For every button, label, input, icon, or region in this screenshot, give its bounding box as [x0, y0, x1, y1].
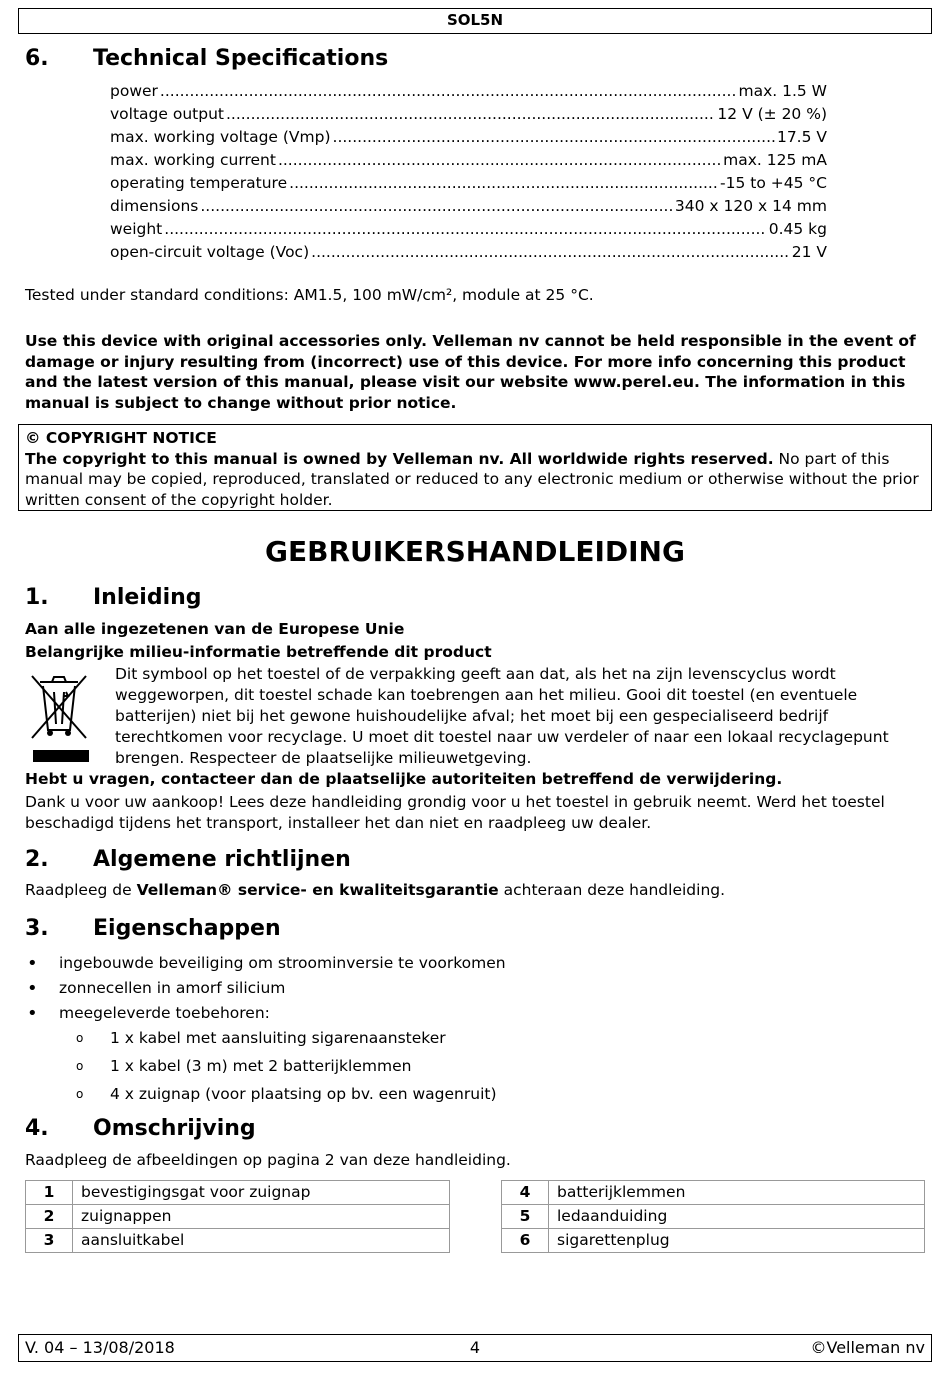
model-name: SOL5N	[446, 11, 504, 29]
spec-value: max. 125 mA	[723, 151, 827, 169]
disposal-questions: Hebt u vragen, contacteer dan de plaatselijke autoriteiten betreffend de verwijdering.	[25, 770, 783, 788]
spec-label: operating temperature	[110, 174, 288, 192]
spec-row	[110, 103, 827, 126]
spec-row	[110, 126, 827, 149]
weee-bin-icon	[26, 668, 92, 764]
page-header	[18, 8, 932, 34]
list-item: • meegeleverde toebehoren:	[25, 1001, 506, 1026]
part-name: aansluitkabel	[73, 1229, 450, 1253]
copyright-notice	[18, 424, 932, 511]
part-number: 4	[502, 1181, 549, 1205]
copyright-text: No part of this manual may be copied, reproduced, translated or reduced to any electronic medium or otherwise without the prior written consent of the copyright holder.	[25, 449, 919, 509]
section-title: Eigenschappen	[93, 916, 281, 941]
weee-text: Dit symbool op het toestel of de verpakking geeft aan dat, als het na zijn levenscyclus wordt weggeworpen, dit toestel schade kan toebrengen aan het milieu. Gooi dit toestel (en eventuele batterijen) niet bij het gewone huishoudelijke afval; het moet bij een gespecialiseerd bedrijf terechtkomen voor recyclage. U moet dit toestel naar uw verdeler of naar een lokaal recyclagepunt brengen. Respecteer de plaatselijke milieuwetgeving.	[115, 665, 889, 767]
part-name: zuignappen	[73, 1205, 450, 1229]
list-item: o 1 x kabel (3 m) met 2 batterijklemmen	[76, 1052, 497, 1080]
version-date: V. 04 – 13/08/2018	[25, 1338, 175, 1357]
spec-row	[110, 172, 827, 195]
spec-row	[110, 218, 827, 241]
spec-label: voltage output	[110, 105, 224, 123]
section-title: Inleiding	[93, 585, 202, 610]
spec-label: power	[110, 82, 158, 100]
spec-row	[110, 195, 827, 218]
spec-value: 340 x 120 x 14 mm	[674, 197, 827, 215]
parts-table-right	[501, 1180, 925, 1253]
list-item: • zonnecellen in amorf silicium	[25, 976, 506, 1001]
section-title: Omschrijving	[93, 1116, 256, 1141]
section-heading-specs	[25, 46, 388, 71]
guidelines-text	[25, 880, 930, 901]
section-number: 4.	[25, 1116, 49, 1141]
guidelines-post: achteraan deze handleiding.	[498, 881, 726, 899]
list-item: o 4 x zuignap (voor plaatsing op bv. een wagenruit)	[76, 1080, 497, 1108]
spec-list	[110, 80, 827, 264]
part-number: 2	[26, 1205, 73, 1229]
spec-value: 0.45 kg	[768, 220, 827, 238]
page-footer	[18, 1334, 932, 1362]
list-item: o 1 x kabel met aansluiting sigarenaansteker	[76, 1024, 497, 1052]
section-number: 3.	[25, 916, 49, 941]
feature-list	[25, 951, 506, 1026]
table-row	[502, 1229, 925, 1253]
section-heading-description	[25, 1116, 256, 1141]
spec-label: max. working current	[110, 151, 276, 169]
spec-value: 12 V (± 20 %)	[717, 105, 827, 123]
description-intro: Raadpleeg de afbeeldingen op pagina 2 van deze handleiding.	[25, 1151, 511, 1169]
part-number: 1	[26, 1181, 73, 1205]
company-copyright: ©Velleman nv	[810, 1338, 925, 1357]
table-row	[26, 1229, 450, 1253]
part-number: 3	[26, 1229, 73, 1253]
table-row	[26, 1181, 450, 1205]
test-conditions: Tested under standard conditions: AM1.5, 100 mW/cm², module at 25 °C.	[25, 286, 594, 304]
copyright-body	[25, 449, 925, 511]
spec-label: dimensions	[110, 197, 199, 215]
guidelines-pre: Raadpleeg de	[25, 881, 137, 899]
part-number: 6	[502, 1229, 549, 1253]
table-row	[502, 1181, 925, 1205]
section-number: 6.	[25, 46, 49, 71]
environment-info-heading: Belangrijke milieu-informatie betreffende dit product	[25, 643, 492, 661]
page-number: 4	[469, 1338, 481, 1357]
section-heading-guidelines	[25, 847, 351, 872]
part-name: bevestigingsgat voor zuignap	[73, 1181, 450, 1205]
thanks-text: Dank u voor uw aankoop! Lees deze handleiding grondig voor u het toestel in gebruik neemt. Werd het toestel beschadigd tijdens het transport, installeer het dan niet en raadpleeg uw dealer.	[25, 793, 885, 832]
spec-value: 21 V	[791, 243, 827, 261]
section-number: 1.	[25, 585, 49, 610]
table-row	[502, 1205, 925, 1229]
part-name: sigarettenplug	[549, 1229, 925, 1253]
spec-value: 17.5 V	[776, 128, 827, 146]
guidelines-bold: Velleman® service- en kwaliteitsgarantie	[136, 881, 499, 899]
list-item: • ingebouwde beveiliging om stroominversie te voorkomen	[25, 951, 506, 976]
spec-label: weight	[110, 220, 163, 238]
spec-row	[110, 241, 827, 264]
spec-row	[110, 80, 827, 103]
usage-warning: Use this device with original accessories only. Velleman nv cannot be held responsible in the event of damage or injury resulting from (incorrect) use of this device. For more info concerning this product and the latest version of this manual, please visit our website www.perel.eu. The information in this manual is subject to change without prior notice.	[25, 332, 916, 412]
copyright-heading: © COPYRIGHT NOTICE	[25, 429, 217, 447]
parts-table-left	[25, 1180, 450, 1253]
spec-value: -15 to +45 °C	[720, 174, 827, 192]
section-heading-features	[25, 916, 281, 941]
section-heading-intro	[25, 585, 202, 610]
section-title: Technical Specifications	[93, 46, 389, 71]
part-name: ledaanduiding	[549, 1205, 925, 1229]
spec-label: open-circuit voltage (Voc)	[110, 243, 310, 261]
section-title: Algemene richtlijnen	[93, 847, 351, 872]
spec-value: max. 1.5 W	[738, 82, 827, 100]
copyright-bold: The copyright to this manual is owned by Velleman nv. All worldwide rights reserved.	[25, 449, 774, 468]
part-number: 5	[502, 1205, 549, 1229]
accessory-list	[76, 1024, 497, 1108]
spec-row	[110, 149, 827, 172]
part-name: batterijklemmen	[549, 1181, 925, 1205]
spec-label: max. working voltage (Vmp)	[110, 128, 331, 146]
table-row	[26, 1205, 450, 1229]
section-number: 2.	[25, 847, 49, 872]
eu-residents-heading: Aan alle ingezetenen van de Europese Unie	[25, 620, 405, 638]
main-title: GEBRUIKERSHANDLEIDING	[265, 535, 685, 568]
